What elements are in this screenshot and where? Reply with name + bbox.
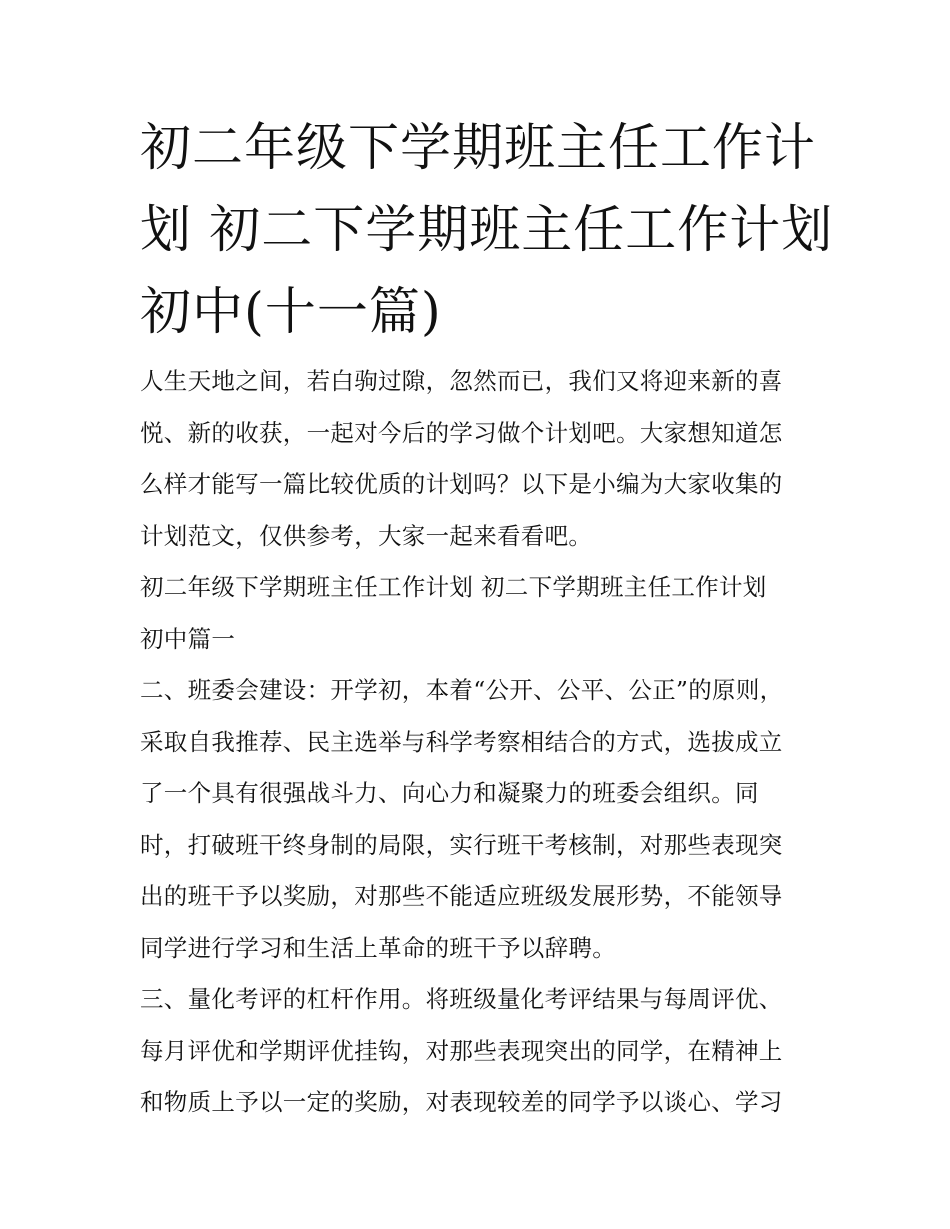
body-line: 了一个具有很强战斗力、向心力和凝聚力的班委会组织。同 <box>140 779 759 807</box>
section-heading-line: 初中篇一 <box>140 624 236 653</box>
body-line: 人生天地之间，若白驹过隙，忽然而已，我们又将迎来新的喜 <box>140 367 783 395</box>
document-title <box>140 108 834 354</box>
body-line: 时，打破班干终身制的局限，实行班干考核制，对那些表现突 <box>140 830 783 859</box>
body-line: 么样才能写一篇比较优质的计划吗？以下是小编为大家收集的 <box>140 470 783 498</box>
body-line: 采取自我推荐、民主选举与科学考察相结合的方式，选拔成立 <box>140 727 783 756</box>
title-line: 初中(十一篇) <box>140 283 442 342</box>
body-line: 和物质上予以一定的奖励，对表现较差的同学予以谈心、学习 <box>140 1088 783 1116</box>
body-line: 计划范文，仅供参考，大家一起来看看吧。 <box>140 521 593 550</box>
document-body <box>140 356 820 1129</box>
body-line: 同学进行学习和生活上革命的班干予以辞聘。 <box>140 933 616 962</box>
body-line: 每月评优和学期评优挂钩，对那些表现突出的同学，在精神上 <box>140 1036 783 1065</box>
section-heading-line: 初二年级下学期班主任工作计划 初二下学期班主任工作计划 <box>140 573 767 601</box>
body-line: 二、班委会建设：开学初，本着“公开、公平、公正”的原则， <box>140 676 784 704</box>
body-line: 三、量化考评的杠杆作用。将班级量化考评结果与每周评优、 <box>140 985 783 1013</box>
body-line: 出的班干予以奖励，对那些不能适应班级发展形势，不能领导 <box>140 882 783 910</box>
title-line: 初二年级下学期班主任工作计 <box>140 119 817 178</box>
body-line: 悦、新的收获，一起对今后的学习做个计划吧。大家想知道怎 <box>140 418 783 447</box>
title-line: 划 初二下学期班主任工作计划 <box>140 201 834 260</box>
